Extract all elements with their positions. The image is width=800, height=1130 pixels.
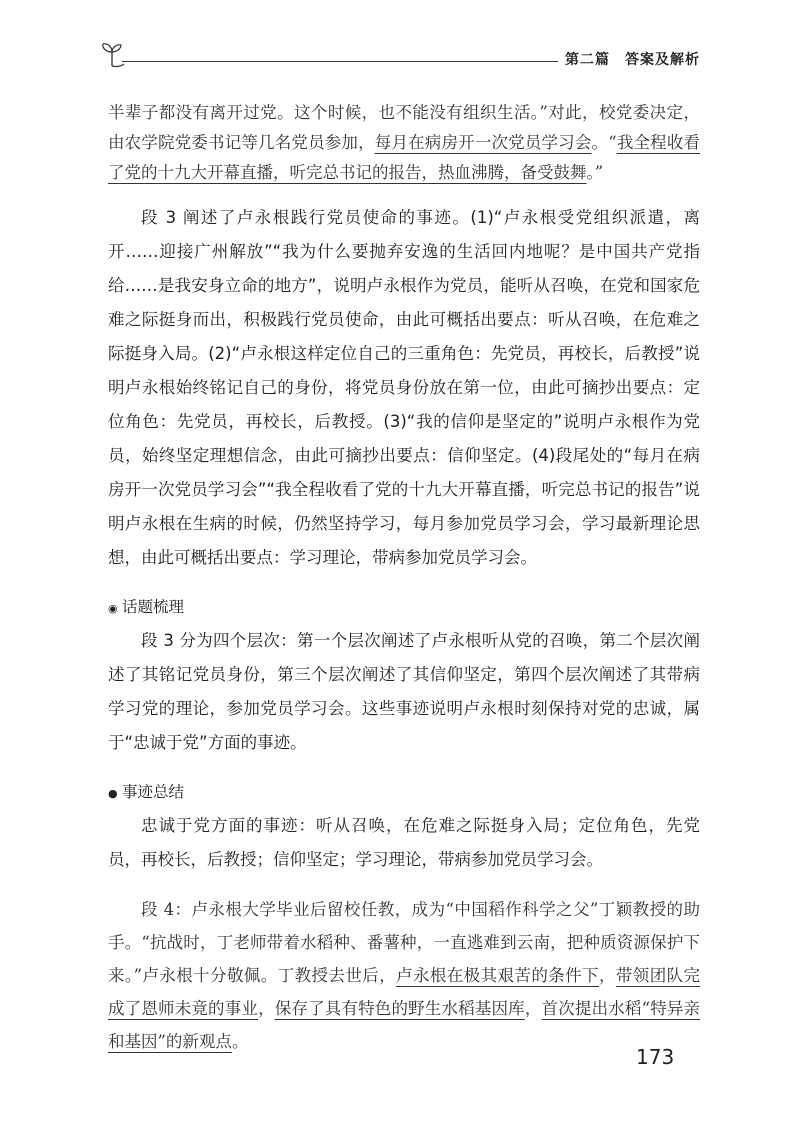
section-heading-topic — [108, 592, 700, 624]
underlined-text: 保存了具有特色的野生水稻基因库 — [274, 999, 525, 1018]
paragraph-section-4 — [108, 893, 700, 1058]
text-run: ， — [598, 966, 616, 985]
text-run: 半辈子都没有离开过党。这个时候，也不能没有组织生活。”对此，校党委决定，由农学院党委书记等几名党员参加， — [108, 103, 700, 152]
chapter-title: 第二篇 答案及解析 — [565, 52, 700, 68]
header-rule — [122, 61, 558, 62]
bullet-icon: ◉ — [108, 602, 118, 615]
underlined-text: 卢永根在极其艰苦的条件下 — [396, 966, 599, 985]
text-run: ， — [524, 999, 542, 1018]
text-run: 。” — [586, 163, 604, 182]
page-header — [100, 40, 700, 70]
underlined-text: 每月在病房开一次党员学习会 — [374, 133, 592, 152]
page-number: 173 — [636, 1045, 675, 1069]
underlined-text: 我全程收看了党的十九大开幕直播，听完总书记的报告，热血沸腾，备受鼓舞 — [108, 133, 701, 182]
topic-paragraph: 段 3 分为四个层次：第一个层次阐述了卢永根听从党的召唤，第二个层次阐述了其铭记党员身份，第三个层次阐述了其信仰坚定，第四个层次阐述了其带病学习党的理论，参加党员学习会。这些事迹说明卢永根时刻保持对党的忠诚，属于“忠诚于党”方面的事迹。 — [108, 631, 700, 752]
page-body — [108, 98, 700, 1058]
heading-label: 事迹总结 — [122, 783, 185, 801]
summary-paragraph: 忠诚于党方面的事迹：听从召唤，在危难之际挺身入局；定位角色，先党员，再校长，后教授；信仰坚定；学习理论，带病参加党员学习会。 — [108, 816, 700, 869]
text-run: 。 — [231, 1032, 249, 1051]
text-run: ， — [258, 999, 275, 1018]
analysis-paragraph: 段 3 阐述了卢永根践行党员使命的事迹。(1)“卢永根受党组织派遣，离开……迎接广州解放”“我为什么要抛弃安逸的生活回内地呢？是中国共产党指给……是我安身立命的地方”，说明卢永根作为党员，能听从召唤，在党和国家危难之际挺身而出，积极践行党员使命，由此可概括出要点：听从召唤，在危难之际挺身入局。(2)“卢永根这样定位自己的三重角色：先党员，再校长，后教授”说明卢永根始终铭记自己的身份，将党员身份放在第一位，由此可摘抄出要点：定位角色：先党员，再校长，后教授。(3)“我的信仰是坚定的”说明卢永根作为党员，始终坚定理想信念，由此可摘抄出要点：信仰坚定。(4)段尾处的“每月在病房开一次党员学习会”“我全程收看了党的十九大开幕直播，听完总书记的报告”说明卢永根在生病的时候，仍然坚持学习，每月参加党员学习会，学习最新理论思想，由此可概括出要点：学习理论，带病参加党员学习会。 — [108, 208, 700, 567]
underlined-text: 带领团队完成了恩师未竟的事业 — [108, 966, 701, 1018]
underlined-text: 首次提出水稻“特异亲和基因”的新观点 — [108, 999, 701, 1051]
bullet-icon: ● — [108, 787, 118, 800]
heading-label: 话题梳理 — [122, 598, 185, 616]
text-run: 段 4：卢永根大学毕业后留校任教，成为“中国稻作科学之父”丁颖教授的助手。“抗战时，丁老师带着水稻种、番薯种，一直逃难到云南，把种质资源保护下来。”卢永根十分敬佩。丁教授去世后， — [108, 900, 700, 985]
section-heading-summary — [108, 777, 700, 809]
paragraph-continuation — [108, 98, 700, 188]
sprout-icon — [100, 40, 126, 70]
text-run: 。“ — [591, 133, 617, 152]
